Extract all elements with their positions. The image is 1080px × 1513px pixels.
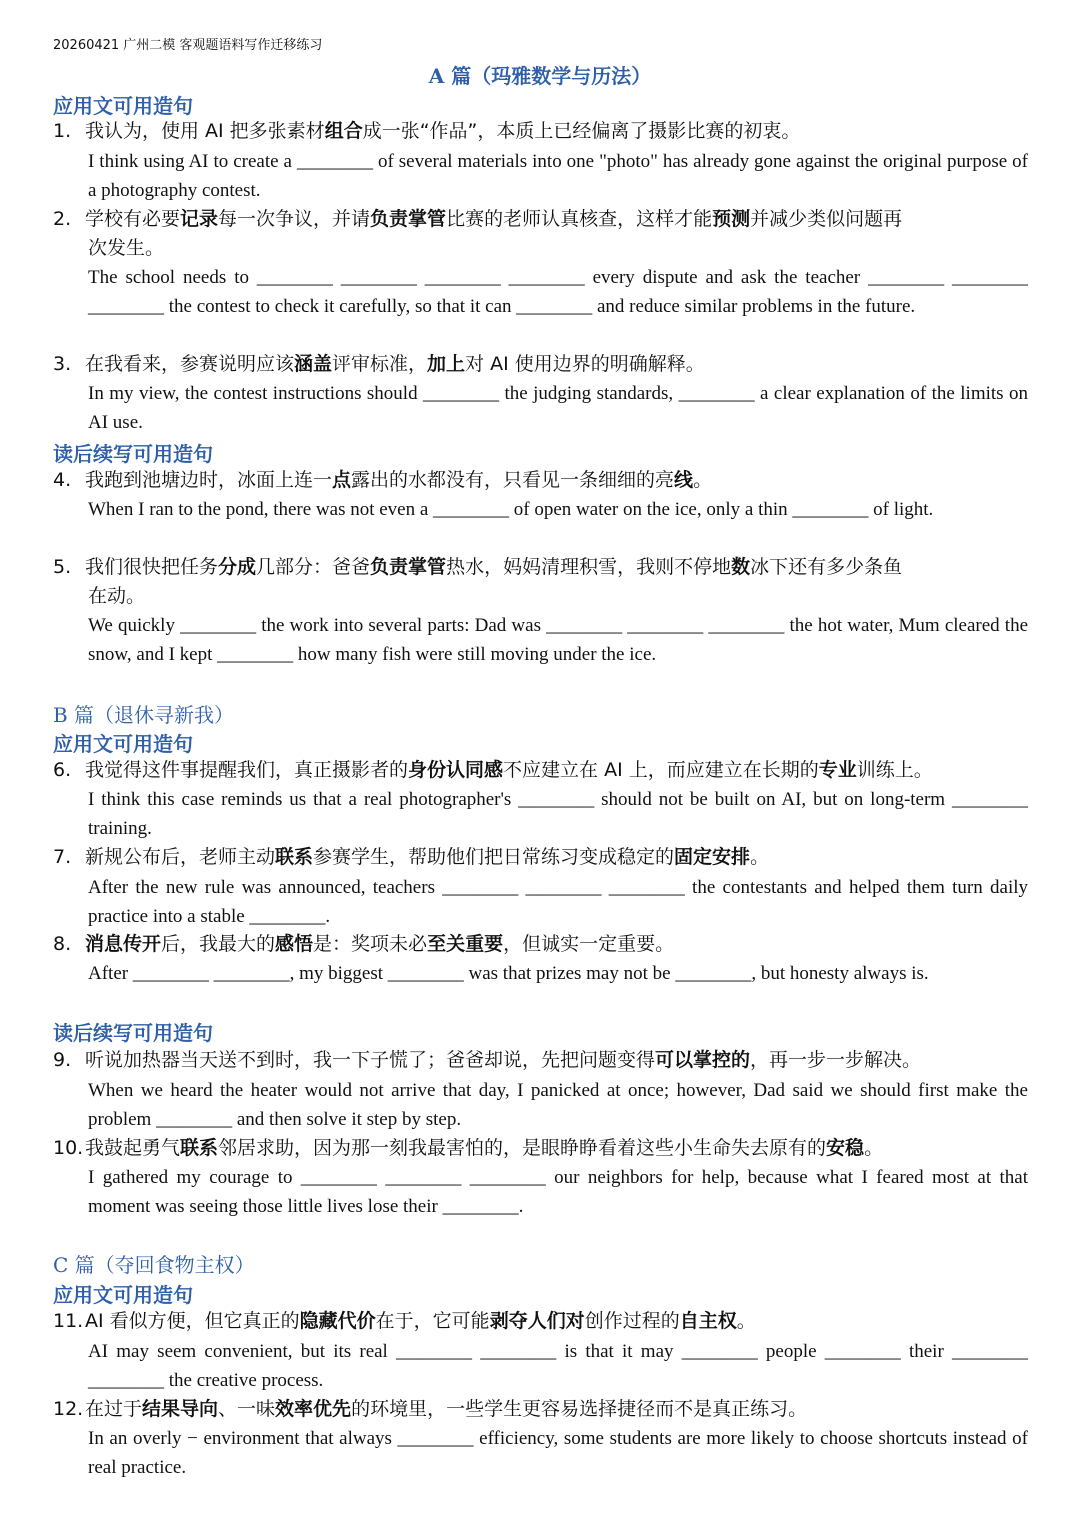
item-9-zh: 9. 听说加热器当天送不到时，我一下子慌了；爸爸却说，先把问题变得可以掌控的，再一步一步解决。: [53, 1049, 922, 1071]
item-8-zh: 8. 消息传开后，我最大的感悟是：奖项未必至关重要，但诚实一定重要。: [53, 933, 675, 955]
section-duhou-a: 读后续写可用造句: [53, 442, 213, 466]
passage-a-title: A 篇（玛雅数学与历法）: [428, 64, 652, 88]
section-yingyong-c: 应用文可用造句: [53, 1283, 193, 1307]
passage-c-title: C 篇（夺回食物主权）: [53, 1253, 255, 1277]
item-5-zh: 5. 我们很快把任务分成几部分：爸爸负责掌管热水，妈妈清理积雪，我则不停地数冰下还有多少条鱼 在动。: [53, 556, 903, 607]
item-3-en: In my view, the contest instructions should ________ the judging standards, ________ a clear explanation of the limits on AI use.: [88, 383, 1028, 433]
item-9-en: When we heard the heater would not arrive that day, I panicked at once; however, Dad said we should first make the problem ________ and then solve it step by step.: [88, 1080, 1028, 1130]
item-6-en: I think this case reminds us that a real photographer's ________ should not be built on AI, but on long-term ________ training.: [88, 789, 1028, 839]
item-11-en: AI may seem convenient, but its real ________ ________ is that it may ________ people ________ their ________ ________ the creative process.: [88, 1341, 1028, 1391]
item-4-en: When I ran to the pond, there was not even a ________ of open water on the ice, only a thin ________ of light.: [88, 499, 934, 520]
item-1-en: I think using AI to create a ________ of several materials into one "photo" has already gone against the original purpose of a photography contest.: [88, 151, 1028, 201]
item-4-zh: 4. 我跑到池塘边时，冰面上连一点露出的水都没有，只看见一条细细的亮线。: [53, 469, 713, 491]
item-3-zh: 3. 在我看来，参赛说明应该涵盖评审标准，加上对 AI 使用边界的明确解释。: [53, 353, 705, 375]
item-11-zh: 11.AI 看似方便，但它真正的隐藏代价在于，它可能剥夺人们对创作过程的自主权。: [53, 1310, 756, 1332]
section-duhou-b: 读后续写可用造句: [53, 1021, 213, 1045]
item-2-en: The school needs to ________ ________ ________ ________ every dispute and ask the teacher ________ ________ ________ the contest to check it carefully, so that it can ________ and reduce similar problems in the future.: [88, 267, 1028, 317]
item-12-zh: 12.在过于结果导向、一味效率优先的环境里，一些学生更容易选择捷径而不是真正练习。: [53, 1398, 808, 1420]
item-7-zh: 7. 新规公布后，老师主动联系参赛学生，帮助他们把日常练习变成稳定的固定安排。: [53, 846, 770, 868]
item-12-en: In an overly − environment that always ________ efficiency, some students are more likely to choose shortcuts instead of real practice.: [88, 1428, 1028, 1478]
item-10-en: I gathered my courage to ________ ________ ________ our neighbors for help, because what I feared most at that moment was seeing those little lives lose their ________.: [88, 1167, 1028, 1217]
passage-b-title: B 篇（退休寻新我）: [53, 703, 235, 727]
section-yingyong-b: 应用文可用造句: [53, 732, 193, 756]
item-8-en: After ________ ________, my biggest ________ was that prizes may not be ________, but honesty always is.: [88, 963, 929, 984]
item-5-en: We quickly ________ the work into several parts: Dad was ________ ________ ________ the hot water, Mum cleared the snow, and I kept ________ how many fish were still moving under the ice.: [88, 615, 1028, 665]
section-yingyong-a: 应用文可用造句: [53, 94, 193, 118]
item-2-zh: 2. 学校有必要记录每一次争议，并请负责掌管比赛的老师认真核查，这样才能预测并减少类似问题再 次发生。: [53, 208, 903, 259]
item-10-zh: 10.我鼓起勇气联系邻居求助，因为那一刻我最害怕的，是眼睁睁看着这些小生命失去原有的安稳。: [53, 1137, 884, 1159]
document-header: 20260421 广州二模 客观题语料写作迁移练习: [53, 38, 323, 53]
item-1-zh: 1. 我认为，使用 AI 把多张素材组合成一张“作品”，本质上已经偏离了摄影比赛的初衷。: [53, 120, 801, 142]
item-6-zh: 6. 我觉得这件事提醒我们，真正摄影者的身份认同感不应建立在 AI 上，而应建立在长期的专业训练上。: [53, 759, 933, 781]
item-7-en: After the new rule was announced, teachers ________ ________ ________ the contestants and helped them turn daily practice into a stable ________.: [88, 877, 1028, 927]
